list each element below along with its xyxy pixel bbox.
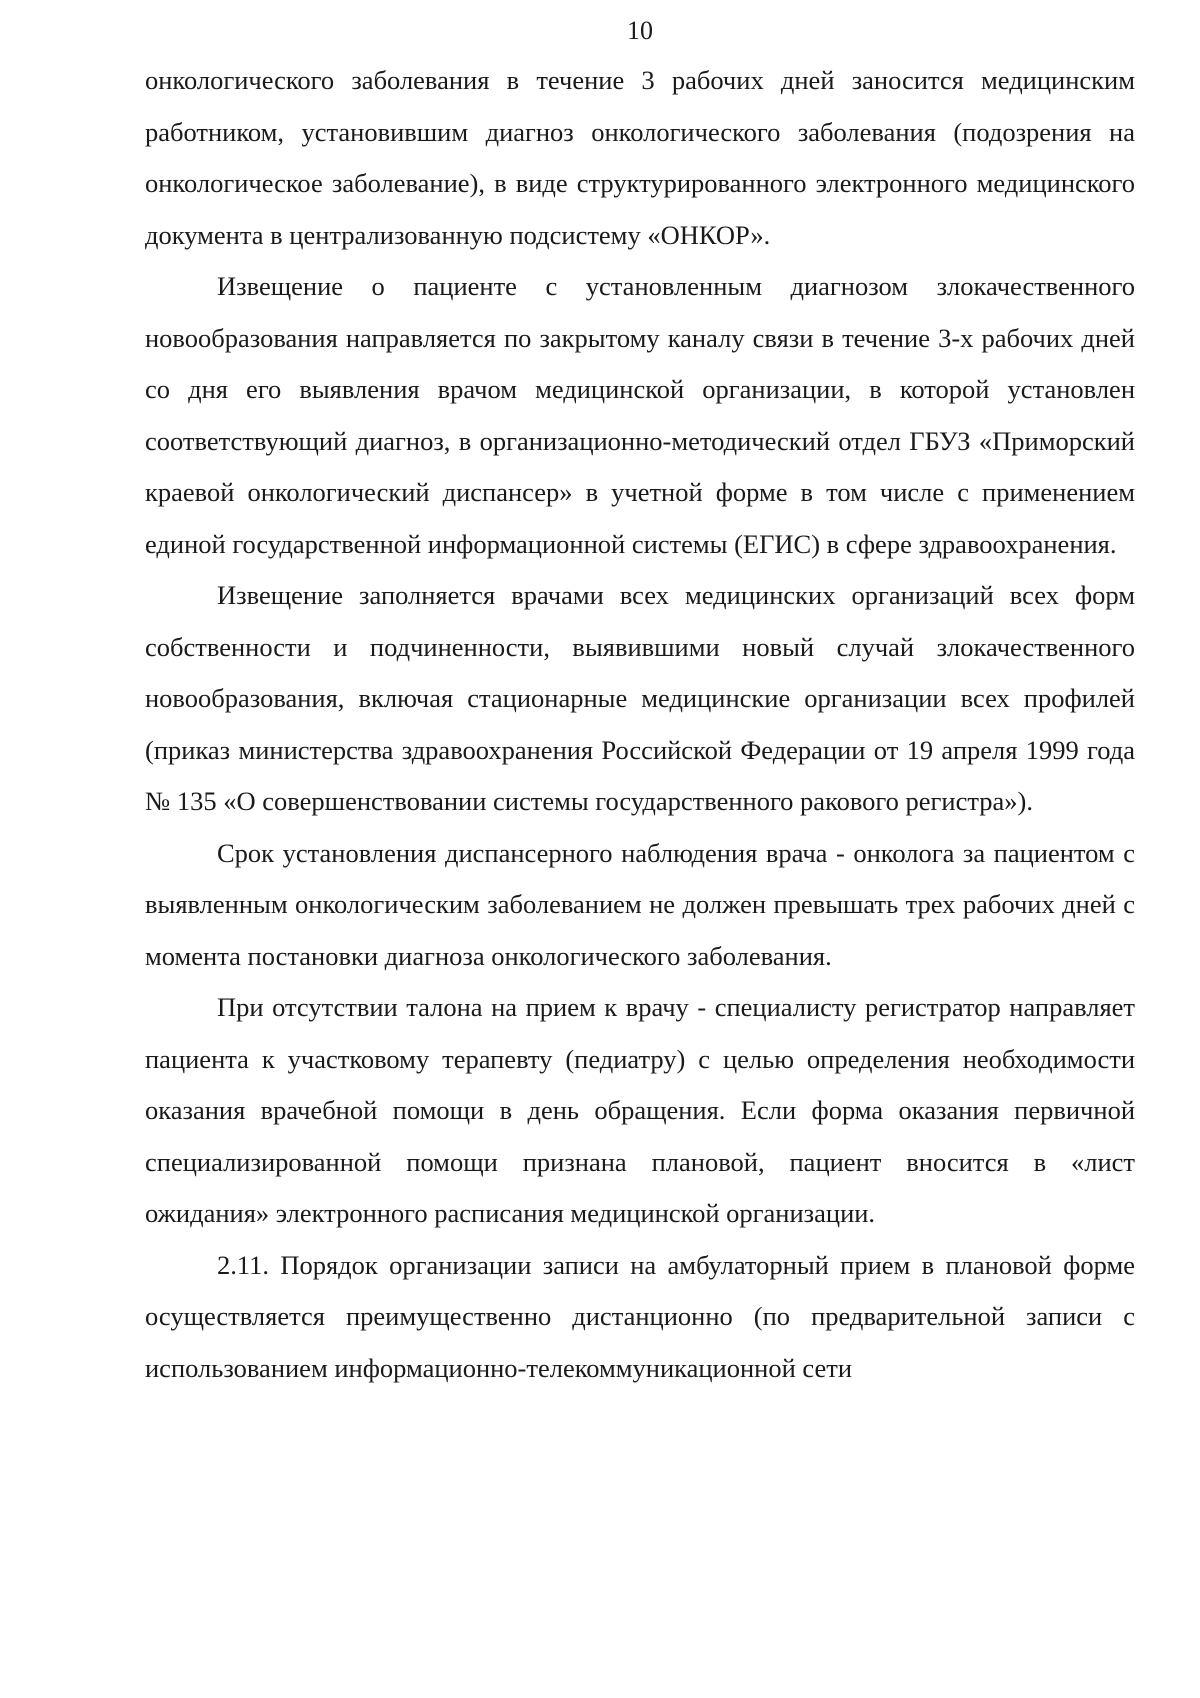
paragraph-continuation: онкологического заболевания в течение 3 рабочих дней заносится медицинским работником, установившим диагноз онкологического заболевания (подозрения на онкологическое заболевание), в виде структурированного электронного медицинского документа в централизованную подсистему «ОНКОР». [145,65,1135,250]
paragraph-notification-sending: Извещение о пациенте с установленным диагнозом злокачественного новообразования направляется по закрытому каналу связи в течение 3-х рабочих дней со дня его выявления врачом медицинской организации, в которой установлен соответствующий диагноз, в организационно-методический отдел ГБУЗ «Приморский краевой онкологический диспансер» в учетной форме в том числе с применением единой государственной информационной системы (ЕГИС) в сфере здравоохранения. [145,271,1135,559]
paragraph-notification-filling: Извещение заполняется врачами всех медицинских организаций всех форм собственности и подчиненности, выявившими новый случай злокачественного новообразования, включая стационарные медицинские организации всех профилей (приказ министерства здравоохранения Российской Федерации от 19 апреля 1999 года № 135 «О совершенствовании системы государственного ракового регистра»). [145,580,1135,816]
paragraph-no-ticket: При отсутствии талона на прием к врачу - специалисту регистратор направляет пациента к участковому терапевту (педиатру) с целью определения необходимости оказания врачебной помощи в день обращения. Если форма оказания первичной специализированной помощи признана плановой, пациент вносится в «лист ожидания» электронного расписания медицинской организации. [145,992,1135,1228]
page-number: 10 [627,16,653,45]
paragraph-section-2-11: 2.11. Порядок организации записи на амбулаторный прием в плановой форме осуществляется преимущественно дистанционно (по предварительной записи с использованием информационно-телекоммуникационной сети [145,1249,1135,1383]
page-body [145,55,1135,1394]
paragraph-observation-term: Срок установления диспансерного наблюдения врача - онколога за пациентом с выявленным онкологическим заболеванием не должен превышать трех рабочих дней с момента постановки диагноза онкологического заболевания. [145,837,1135,971]
